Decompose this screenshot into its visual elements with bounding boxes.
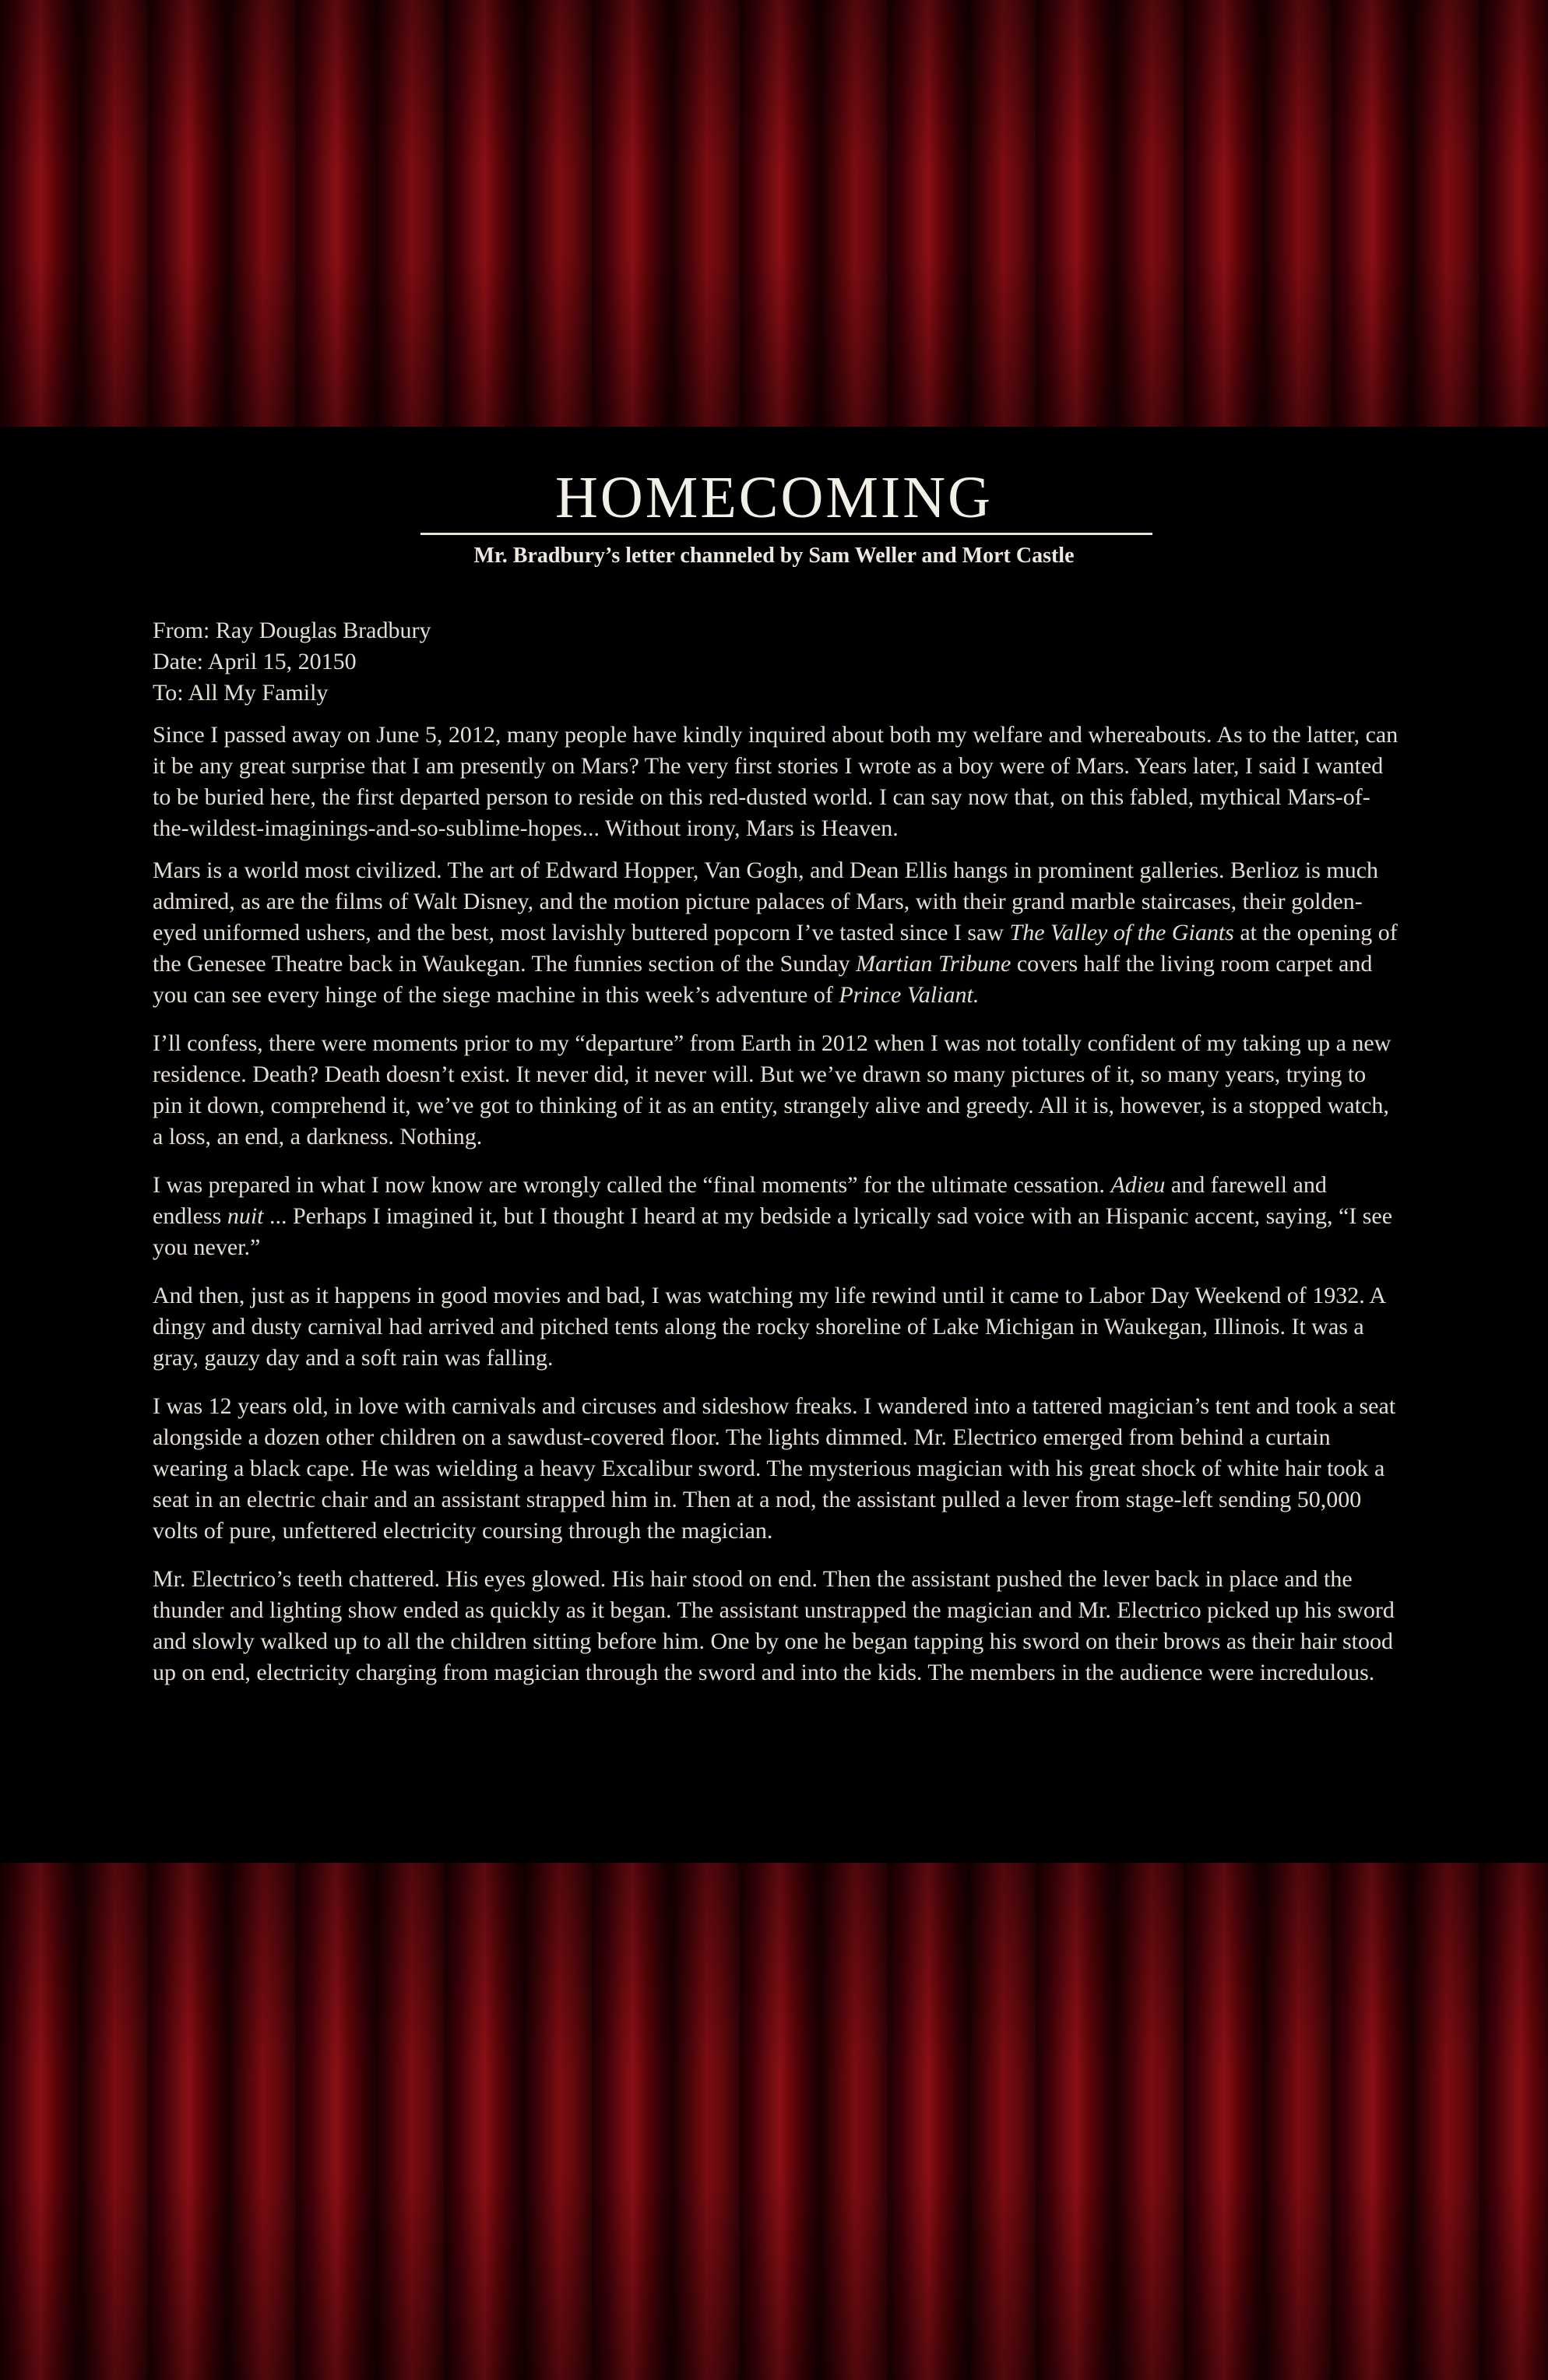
letter-to: To: All My Family	[153, 680, 329, 706]
curtain-top	[0, 0, 1548, 427]
letter-paragraph-3: I’ll confess, there were moments prior to my “departure” from Earth in 2012 when I was not totally confident of my taking up a new residence. Death? Death doesn’t exist. It never did, it never will. But we’ve drawn so many pictures of it, so many years, trying to pin it down, comprehend it, we’ve got to thinking of it as an entity, strangely alive and greedy. All it is, however, is a stopped watch, a loss, an end, a darkness. Nothing.	[153, 1030, 1391, 1150]
letter-paragraph-6: I was 12 years old, in love with carnivals and circuses and sideshow freaks. I wandered into a tattered magician’s tent and took a seat alongside a dozen other children on a sawdust-covered floor. The lights dimmed. Mr. Electrico emerged from behind a curtain wearing a black cape. He was wielding a heavy Excalibur sword. The mysterious magician with his great shock of white hair took a seat in an electric chair and an assistant strapped him in. Then at a nod, the assistant pulled a lever from stage-left sending 50,000 volts of pure, unfettered electricity coursing through the magician.	[153, 1393, 1396, 1544]
paragraph-text: I was prepared in what I now know are wrongly called the “final moments” for the ultimate cessation.	[153, 1172, 1111, 1198]
letter-body	[153, 615, 1398, 1688]
page-title: HOMECOMING	[555, 465, 993, 530]
letter-date: Date: April 15, 20150	[153, 649, 357, 674]
title-divider	[420, 533, 1152, 535]
letter-paragraph-1: Since I passed away on June 5, 2012, many people have kindly inquired about both my welfare and whereabouts. As to the latter, can it be any great surprise that I am presently on Mars? The very first stories I wrote as a boy were of Mars. Years later, I said I wanted to be buried here, the first departed person to reside on this red-dusted world. I can say now that, on this fabled, mythical Mars-of-the-wildest-imaginings-and-so-sublime-hopes... Without irony, Mars is Heaven.	[153, 722, 1398, 841]
curtain-bottom	[0, 1863, 1548, 2380]
letter-from: From: Ray Douglas Bradbury	[153, 618, 431, 643]
letter-paragraph-4	[153, 1170, 1398, 1263]
paragraph-text: ... Perhaps I imagined it, but I thought I heard at my bedside a lyrically sad voice with an Hispanic accent, saying, “I see you never.”	[153, 1203, 1393, 1260]
letter-paragraph-5: And then, just as it happens in good movies and bad, I was watching my life rewind until it came to Labor Day Weekend of 1932. A dingy and dusty carnival had arrived and pitched tents along the rocky shoreline of Lake Michigan in Waukegan, Illinois. It was a gray, gauzy day and a soft rain was falling.	[153, 1283, 1385, 1371]
italic-word: nuit	[227, 1203, 264, 1229]
film-title: The Valley of the Giants	[1009, 920, 1234, 945]
newspaper-title: Martian Tribune	[856, 951, 1011, 977]
letter-paragraph-7: Mr. Electrico’s teeth chattered. His eyes glowed. His hair stood on end. Then the assistant pushed the lever back in place and the thunder and lighting show ended as quickly as it began. The assistant unstrapped the magician and Mr. Electrico picked up his sword and slowly walked up to all the children sitting before him. One by one he began tapping his sword on their brows as their hair stood up on end, electricity charging from magician through the sword and into the kids. The members in the audience were incredulous.	[153, 1566, 1395, 1685]
paragraph-text: and farewell and endless	[153, 1172, 1327, 1229]
paragraph-text: covers half the living room carpet and you can see every hinge of the siege machine in this week’s adventure of	[153, 951, 1373, 1008]
comic-title: Prince Valiant.	[839, 982, 980, 1008]
letter-paragraph-2	[153, 855, 1398, 1011]
page-subtitle: Mr. Bradbury’s letter channeled by Sam Weller and Mort Castle	[473, 544, 1075, 568]
italic-word: Adieu	[1110, 1172, 1166, 1198]
paragraph-text: Mars is a world most civilized. The art of Edward Hopper, Van Gogh, and Dean Ellis hangs in prominent galleries. Berlioz is much admired, as are the films of Walt Disney, and the motion picture palaces of Mars, with their grand marble staircases, their golden-eyed uniformed ushers, and the best, most lavishly buttered popcorn I’ve tasted since I saw	[153, 857, 1379, 945]
paragraph-text: at the opening of the Genesee Theatre back in Waukegan. The funnies section of the Sunday	[153, 920, 1398, 977]
